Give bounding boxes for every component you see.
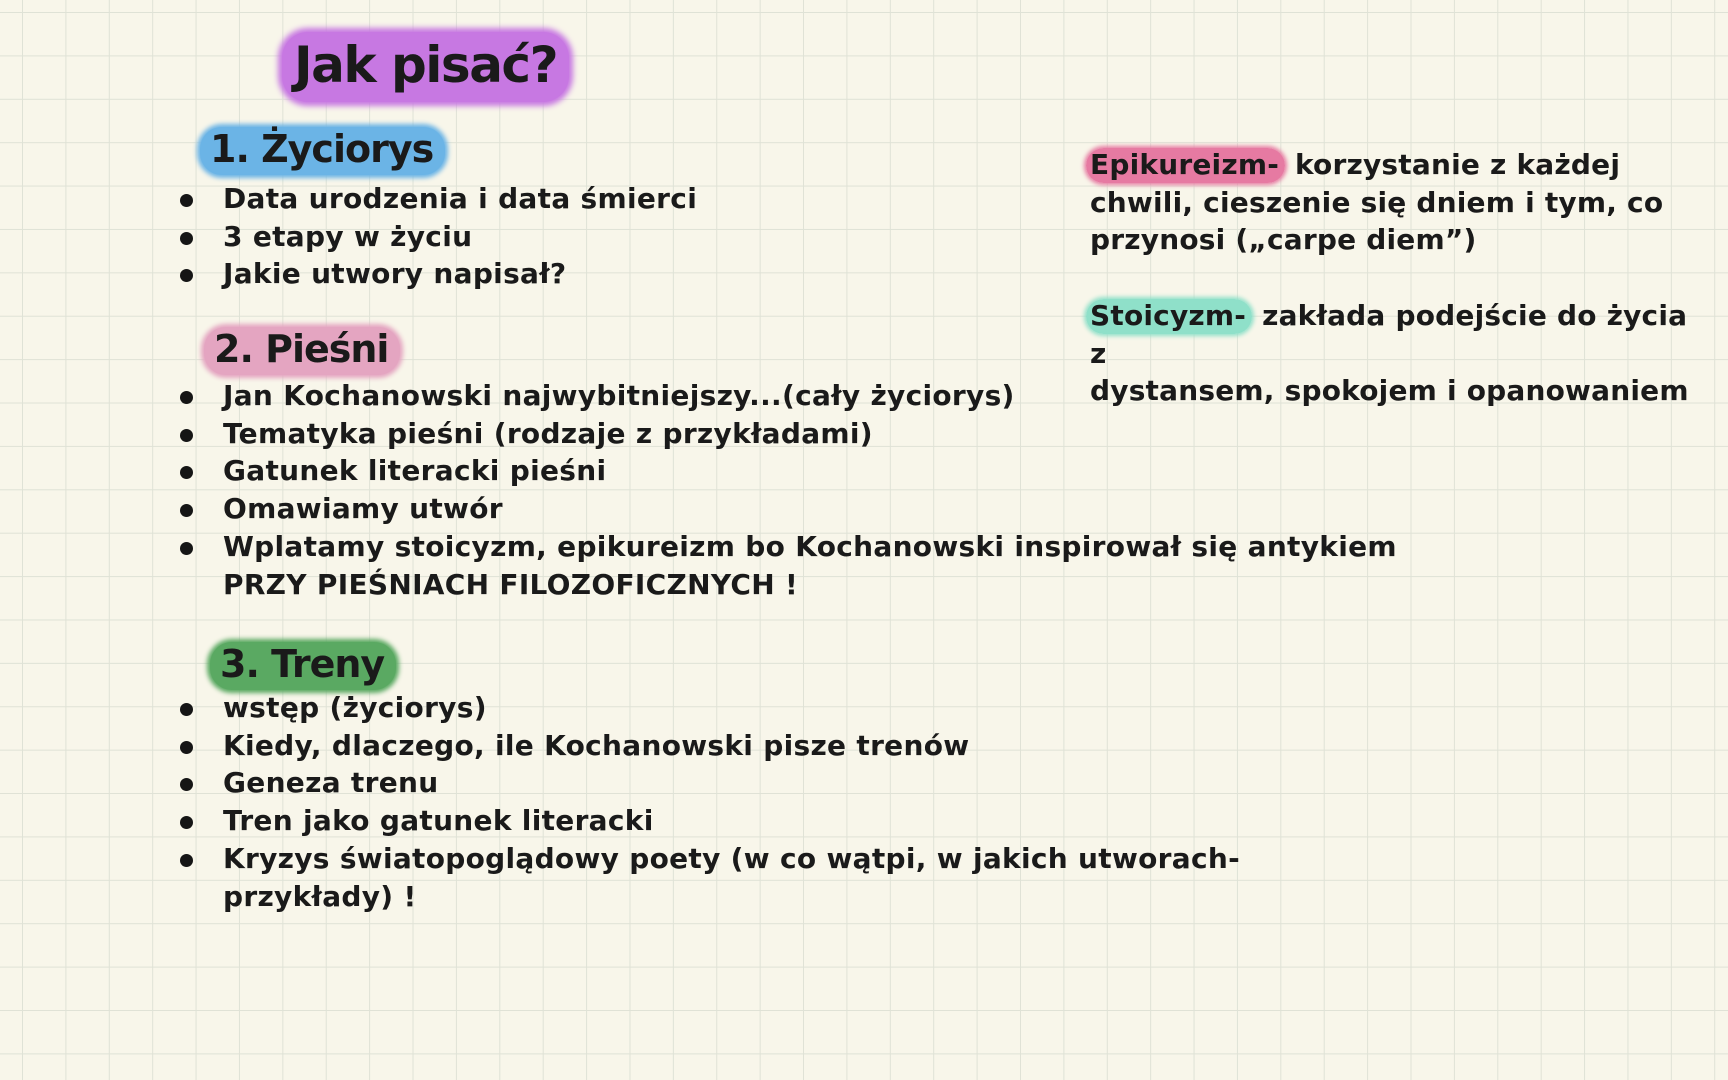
bullet-icon: [180, 194, 193, 207]
list-item: 3 etapy w życiu: [180, 218, 697, 256]
bullet-icon: [180, 778, 193, 791]
bullet-icon: [180, 429, 193, 442]
list-item: Wplatamy stoicyzm, epikureizm bo Kochanowski inspirował się antykiem: [180, 528, 1397, 566]
section-heading-zyciorys: 1. Życiorys: [200, 127, 445, 175]
list-item: Gatunek literacki pieśni: [180, 452, 1397, 490]
section-heading-piesni: 2. Pieśni: [204, 327, 400, 375]
bullet-icon: [180, 741, 193, 754]
page-title: Jak pisać?: [282, 32, 569, 102]
list-piesni: [180, 377, 1397, 603]
emphasis-note: PRZY PIEŚNIACH FILOZOFICZNYCH !: [223, 567, 799, 601]
list-item: Jakie utwory napisał?: [180, 255, 697, 293]
section-heading-treny: 3. Treny: [210, 642, 396, 690]
list-item: Kiedy, dlaczego, ile Kochanowski pisze trenów: [180, 727, 1240, 765]
bullet-icon: [180, 232, 193, 245]
list-item-continuation: przykłady) !: [223, 879, 417, 913]
list-item: Omawiamy utwór: [180, 490, 1397, 528]
bullet-icon: [180, 854, 193, 867]
list-item: Tematyka pieśni (rodzaje z przykładami): [180, 415, 1397, 453]
list-item: Kryzys światopoglądowy poety (w co wątpi, w jakich utworach-: [180, 840, 1240, 878]
list-item: Jan Kochanowski najwybitniejszy...(cały życiorys): [180, 377, 1397, 415]
bullet-icon: [180, 816, 193, 829]
bullet-icon: [180, 466, 193, 479]
bullet-icon: [180, 504, 193, 517]
bullet-icon: [180, 703, 193, 716]
term-epikureizm: Epikureizm-: [1086, 148, 1285, 183]
list-item: wstęp (życiorys): [180, 689, 1240, 727]
bullet-icon: [180, 269, 193, 282]
bullet-icon: [180, 542, 193, 555]
definition-stoicyzm: Stoicyzm- zakłada podejście do życia z dystansem, spokojem i opanowaniem: [1090, 297, 1690, 410]
list-item: Geneza trenu: [180, 764, 1240, 802]
bullet-icon: [180, 391, 193, 404]
list-item: Data urodzenia i data śmierci: [180, 180, 697, 218]
list-zyciorys: [180, 180, 697, 293]
term-stoicyzm: Stoicyzm-: [1086, 299, 1252, 334]
definition-epikureizm: Epikureizm- korzystanie z każdej chwili, cieszenie się dniem i tym, co przynosi („carpe diem”): [1090, 146, 1690, 259]
list-treny: [180, 689, 1240, 915]
list-item: Tren jako gatunek literacki: [180, 802, 1240, 840]
list-item-continuation: [180, 566, 1397, 604]
